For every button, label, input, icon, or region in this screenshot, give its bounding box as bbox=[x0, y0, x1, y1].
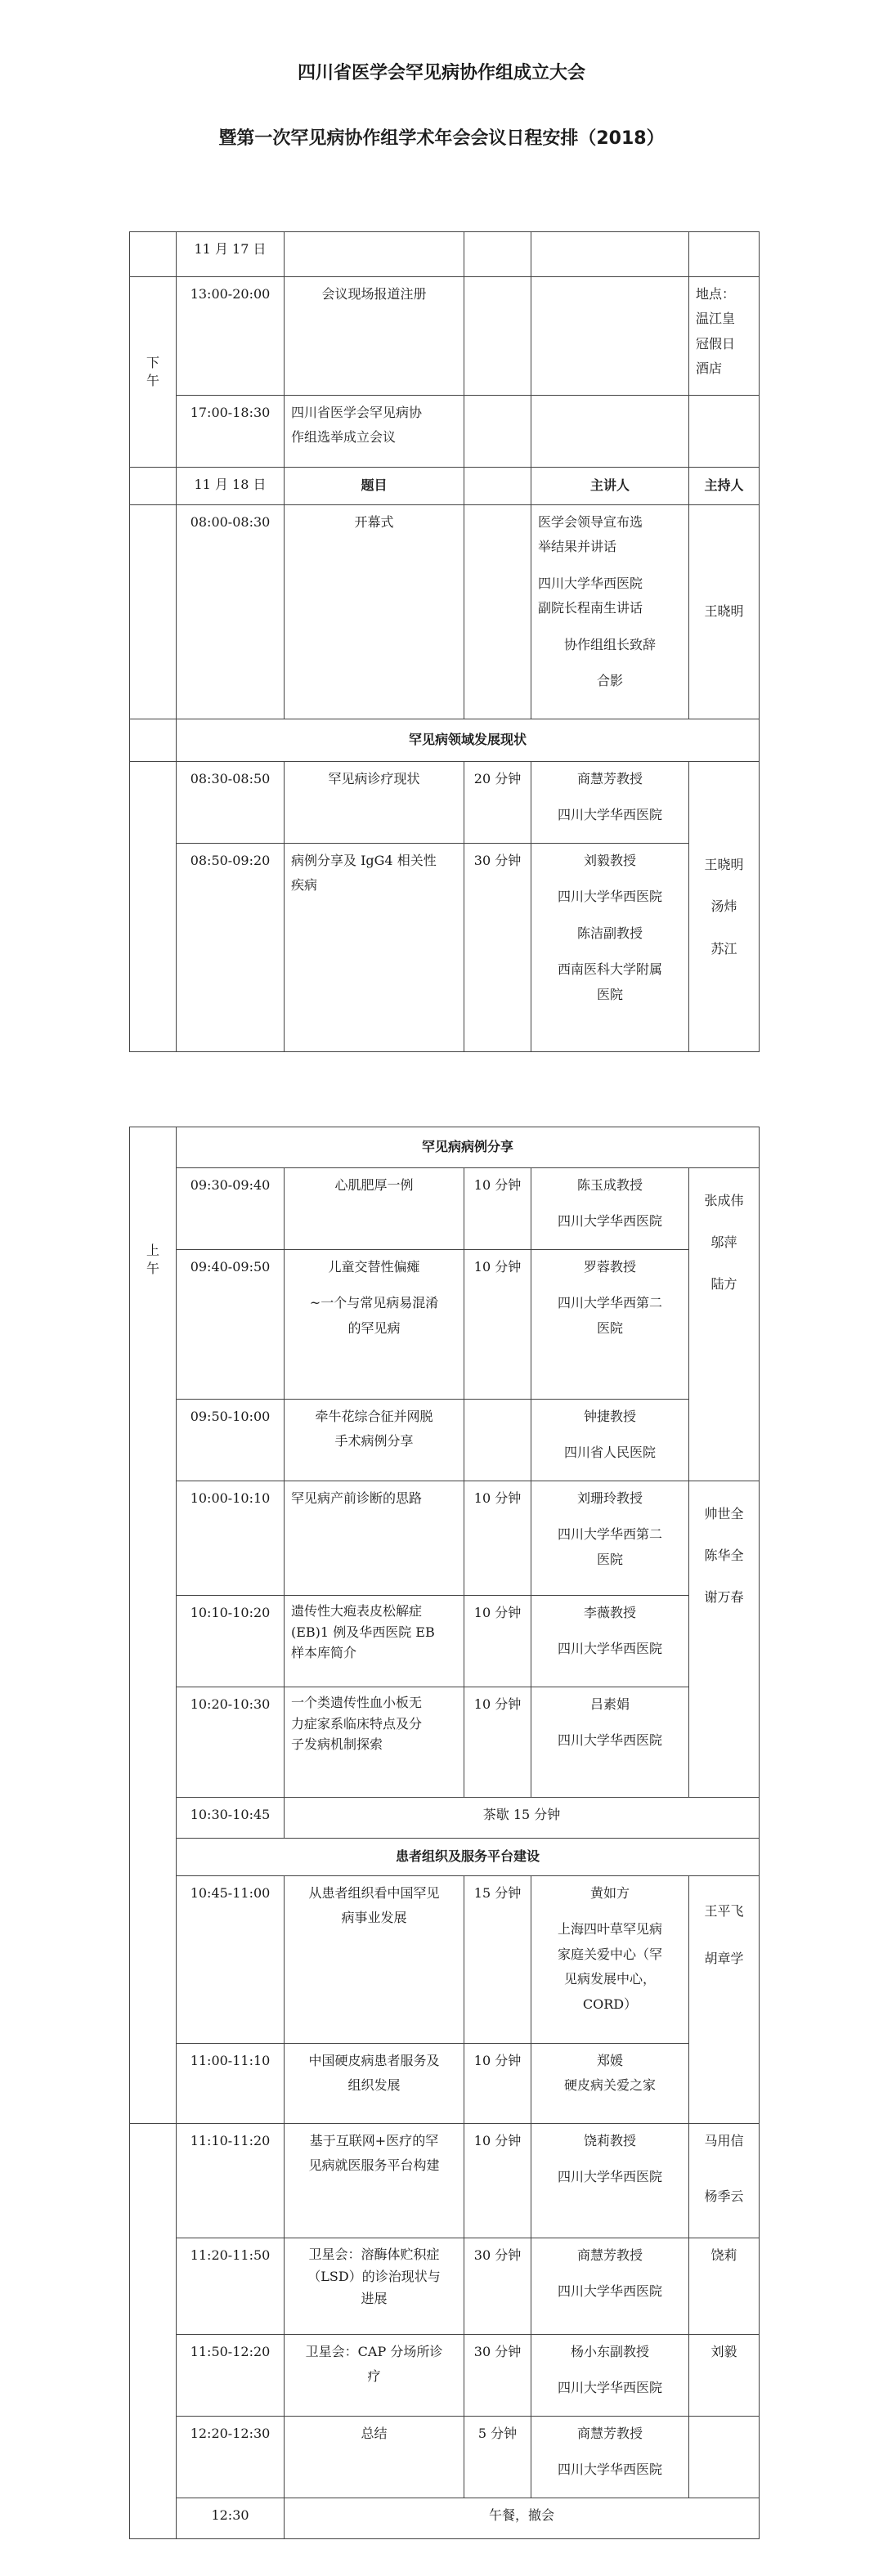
speaker-cell: 李薇教授 四川大学华西医院 bbox=[531, 1596, 689, 1687]
duration-cell: 10 分钟 bbox=[464, 1168, 531, 1250]
section-heading: 罕见病领域发展现状 bbox=[177, 719, 760, 762]
speaker-cell: 商慧芳教授 四川大学华西医院 bbox=[531, 762, 689, 844]
topic-cell: 罕见病产前诊断的思路 bbox=[285, 1481, 464, 1596]
chair-cell: 帅世全 陈华全 谢万春 bbox=[689, 1481, 760, 1798]
time-cell: 12:20-12:30 bbox=[177, 2417, 285, 2498]
topic-cell: 卫星会：溶酶体贮积症 （LSD）的诊治现状与 进展 bbox=[285, 2238, 464, 2335]
time-cell: 10:10-10:20 bbox=[177, 1596, 285, 1687]
speaker-cell: 罗蓉教授 四川大学华西第二 医院 bbox=[531, 1250, 689, 1400]
period-morning: 上 午 bbox=[130, 1127, 177, 2124]
chair-cell: 刘毅 bbox=[689, 2335, 760, 2417]
date-cell: 11 月 17 日 bbox=[177, 232, 285, 277]
topic-cell: 遗传性大疱表皮松解症 (EB)1 例及华西医院 EB 样本库简介 bbox=[285, 1596, 464, 1687]
section-heading: 患者组织及服务平台建设 bbox=[177, 1839, 760, 1876]
topic-cell: 开幕式 bbox=[285, 505, 464, 719]
header-topic: 题目 bbox=[285, 468, 464, 505]
chair-cell: 王晓明 汤炜 苏江 bbox=[689, 762, 760, 1052]
section-heading: 罕见病病例分享 bbox=[177, 1127, 760, 1168]
schedule-table-late-morning bbox=[129, 2123, 760, 2539]
topic-cell: 中国硬皮病患者服务及 组织发展 bbox=[285, 2044, 464, 2124]
speaker-cell: 刘毅教授 四川大学华西医院 陈洁副教授 西南医科大学附属 医院 bbox=[531, 844, 689, 1052]
speaker-cell: 医学会领导宣布选 举结果并讲话 四川大学华西医院 副院长程南生讲话 协作组组长致辞 合影 bbox=[531, 505, 689, 719]
topic-cell: 会议现场报道注册 bbox=[285, 277, 464, 396]
time-cell: 10:00-10:10 bbox=[177, 1481, 285, 1596]
chair-cell: 饶莉 bbox=[689, 2238, 760, 2335]
duration-cell: 15 分钟 bbox=[464, 1876, 531, 2044]
time-cell: 11:00-11:10 bbox=[177, 2044, 285, 2124]
time-cell: 12:30 bbox=[177, 2498, 285, 2539]
period-afternoon: 下 午 bbox=[130, 277, 177, 468]
chair-cell: 马用信 杨季云 bbox=[689, 2124, 760, 2238]
chair-cell: 王晓明 bbox=[689, 505, 760, 719]
topic-cell: 从患者组织看中国罕见 病事业发展 bbox=[285, 1876, 464, 2044]
duration-cell: 10 分钟 bbox=[464, 1481, 531, 1596]
speaker-cell: 商慧芳教授 四川大学华西医院 bbox=[531, 2417, 689, 2498]
time-cell: 11:10-11:20 bbox=[177, 2124, 285, 2238]
duration-cell: 10 分钟 bbox=[464, 2044, 531, 2124]
speaker-cell: 黄如方 上海四叶草罕见病 家庭关爱中心（罕 见病发展中心， CORD） bbox=[531, 1876, 689, 2044]
schedule-table-day1 bbox=[129, 231, 760, 1052]
time-cell: 09:40-09:50 bbox=[177, 1250, 285, 1400]
page-subtitle: 暨第一次罕见病协作组学术年会会议日程安排（2018） bbox=[218, 128, 665, 149]
blank-cell bbox=[130, 232, 177, 277]
topic-cell: 牵牛花综合征并网脱 手术病例分享 bbox=[285, 1400, 464, 1481]
speaker-cell: 饶莉教授 四川大学华西医院 bbox=[531, 2124, 689, 2238]
duration-cell: 30 分钟 bbox=[464, 2335, 531, 2417]
time-cell: 09:50-10:00 bbox=[177, 1400, 285, 1481]
speaker-cell: 陈玉成教授 四川大学华西医院 bbox=[531, 1168, 689, 1250]
speaker-cell: 吕素娟 四川大学华西医院 bbox=[531, 1687, 689, 1798]
topic-cell: 儿童交替性偏瘫 ~一个与常见病易混淆 的罕见病 bbox=[285, 1250, 464, 1400]
time-cell: 11:50-12:20 bbox=[177, 2335, 285, 2417]
time-cell: 13:00-20:00 bbox=[177, 277, 285, 396]
time-cell: 08:50-09:20 bbox=[177, 844, 285, 1052]
schedule-table-morning bbox=[129, 1127, 760, 2124]
chair-cell: 王平飞 胡章学 bbox=[689, 1876, 760, 2124]
page-title: 四川省医学会罕见病协作组成立大会 bbox=[297, 63, 585, 83]
speaker-cell: 杨小东副教授 四川大学华西医院 bbox=[531, 2335, 689, 2417]
topic-cell: 总结 bbox=[285, 2417, 464, 2498]
duration-cell: 30 分钟 bbox=[464, 2238, 531, 2335]
topic-cell: 四川省医学会罕见病协 作组选举成立会议 bbox=[285, 396, 464, 468]
time-cell: 10:20-10:30 bbox=[177, 1687, 285, 1798]
break-cell: 茶歇 15 分钟 bbox=[285, 1798, 760, 1839]
duration-cell: 5 分钟 bbox=[464, 2417, 531, 2498]
chair-cell: 张成伟 邬萍 陆方 bbox=[689, 1168, 760, 1481]
duration-cell: 10 分钟 bbox=[464, 1250, 531, 1400]
topic-cell: 基于互联网+医疗的罕 见病就医服务平台构建 bbox=[285, 2124, 464, 2238]
header-chair: 主持人 bbox=[689, 468, 760, 505]
duration-cell: 10 分钟 bbox=[464, 2124, 531, 2238]
time-cell: 08:30-08:50 bbox=[177, 762, 285, 844]
speaker-cell: 商慧芳教授 四川大学华西医院 bbox=[531, 2238, 689, 2335]
location-cell: 地点： 温江皇 冠假日 酒店 bbox=[689, 277, 760, 396]
header-speaker: 主讲人 bbox=[531, 468, 689, 505]
time-cell: 11:20-11:50 bbox=[177, 2238, 285, 2335]
duration-cell bbox=[464, 1400, 531, 1481]
time-cell: 10:45-11:00 bbox=[177, 1876, 285, 2044]
duration-cell: 20 分钟 bbox=[464, 762, 531, 844]
speaker-cell: 刘珊玲教授 四川大学华西第二 医院 bbox=[531, 1481, 689, 1596]
duration-cell: 10 分钟 bbox=[464, 1596, 531, 1687]
time-cell: 09:30-09:40 bbox=[177, 1168, 285, 1250]
topic-cell: 心肌肥厚一例 bbox=[285, 1168, 464, 1250]
time-cell: 17:00-18:30 bbox=[177, 396, 285, 468]
duration-cell: 30 分钟 bbox=[464, 844, 531, 1052]
topic-cell: 病例分享及 IgG4 相关性 疾病 bbox=[285, 844, 464, 1052]
duration-cell: 10 分钟 bbox=[464, 1687, 531, 1798]
date-cell: 11 月 18 日 bbox=[177, 468, 285, 505]
topic-cell: 一个类遗传性血小板无 力症家系临床特点及分 子发病机制探索 bbox=[285, 1687, 464, 1798]
speaker-cell: 钟捷教授 四川省人民医院 bbox=[531, 1400, 689, 1481]
time-cell: 08:00-08:30 bbox=[177, 505, 285, 719]
topic-cell: 卫星会：CAP 分场所诊 疗 bbox=[285, 2335, 464, 2417]
time-cell: 10:30-10:45 bbox=[177, 1798, 285, 1839]
topic-cell: 罕见病诊疗现状 bbox=[285, 762, 464, 844]
lunch-cell: 午餐，撤会 bbox=[285, 2498, 760, 2539]
speaker-cell: 郑媛 硬皮病关爱之家 bbox=[531, 2044, 689, 2124]
